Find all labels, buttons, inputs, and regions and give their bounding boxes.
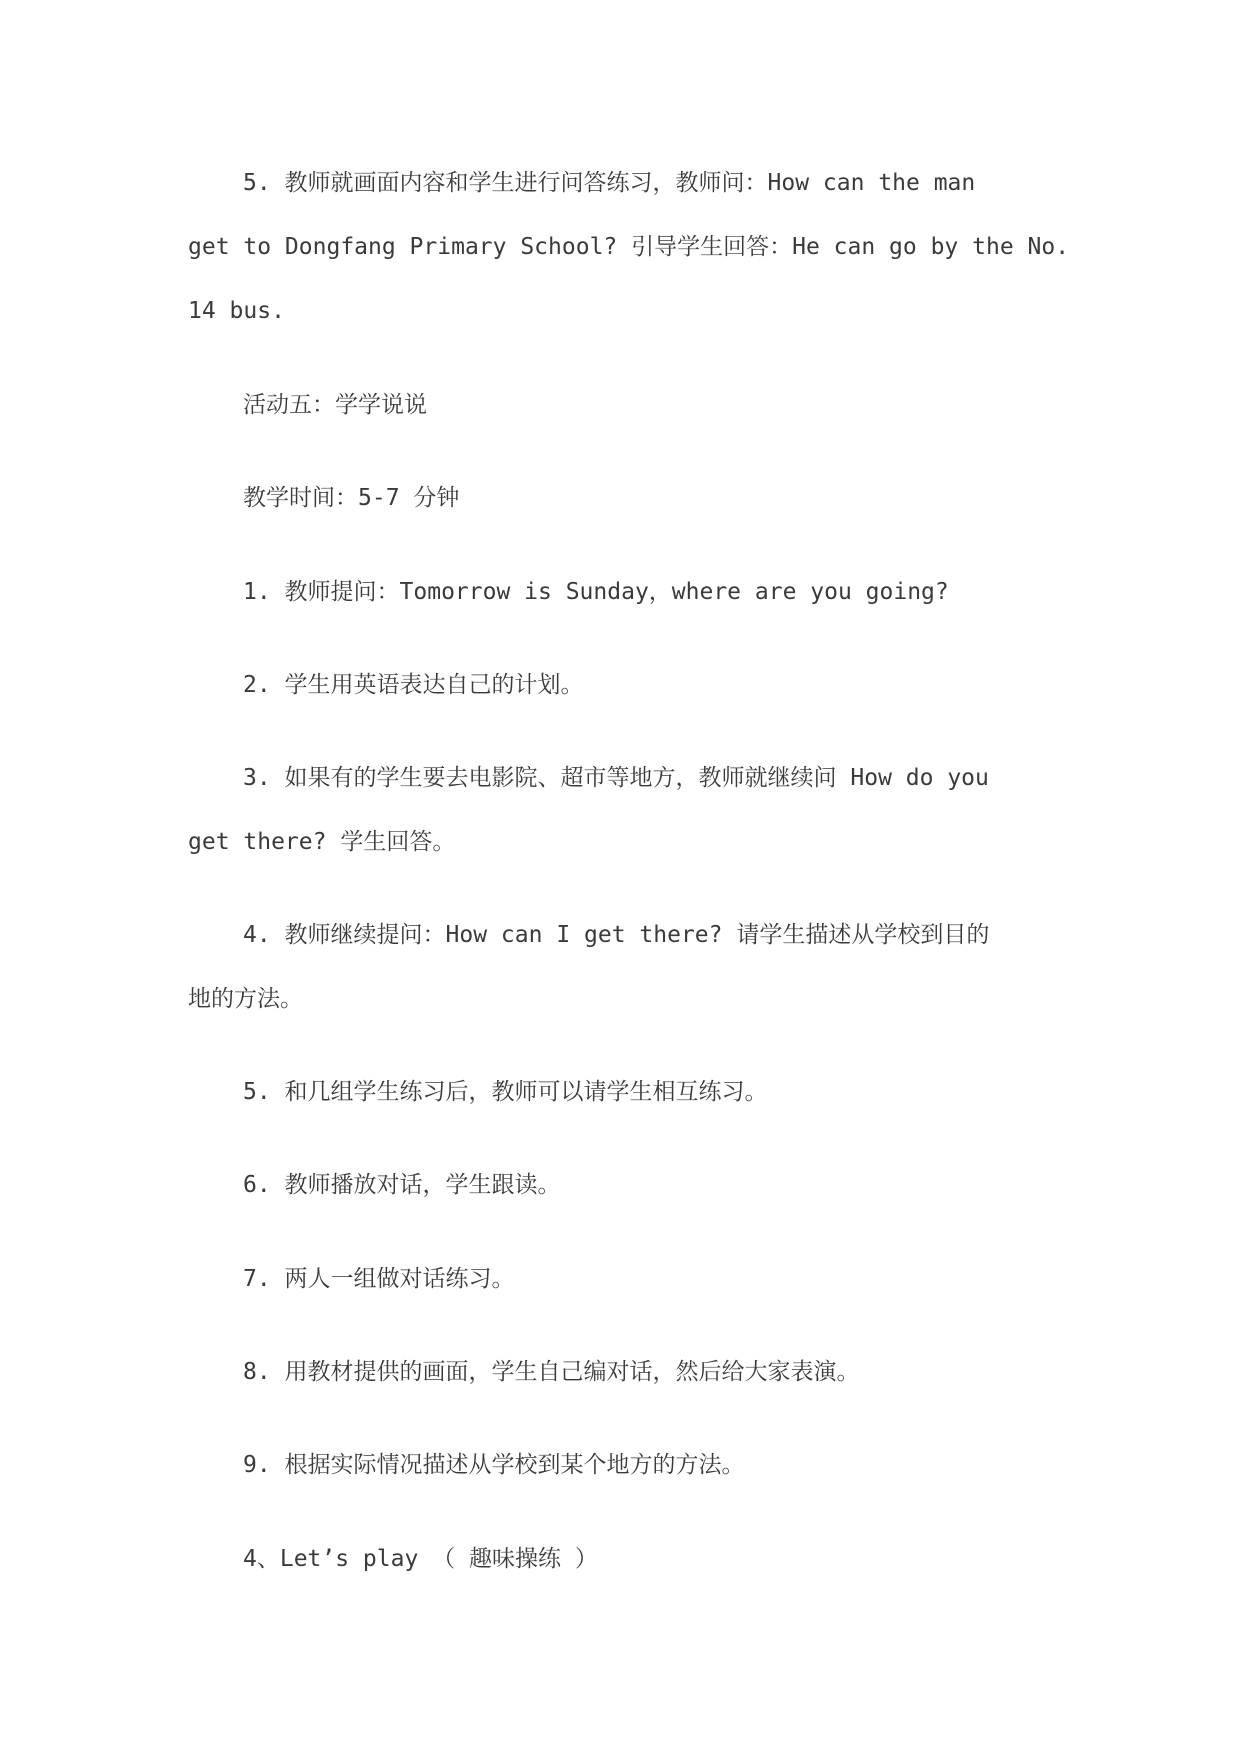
text-line: 地的方法。 bbox=[188, 986, 303, 1012]
text-line: 9. 根据实际情况描述从学校到某个地方的方法。 bbox=[243, 1452, 745, 1478]
step-4 bbox=[188, 903, 1078, 1031]
text-line: 5. 教师就画面内容和学生进行问答练习，教师问：How can the man bbox=[243, 170, 976, 196]
text-line: 7. 两人一组做对话练习。 bbox=[243, 1266, 515, 1292]
step-6 bbox=[188, 1153, 1078, 1217]
step-2 bbox=[188, 653, 1078, 717]
text-line: 14 bus. bbox=[188, 298, 285, 324]
paragraph-qa-practice bbox=[188, 151, 1078, 343]
activity-five-heading bbox=[188, 373, 1078, 437]
step-1 bbox=[188, 560, 1078, 624]
step-7 bbox=[188, 1247, 1078, 1311]
text-line: get there? 学生回答。 bbox=[188, 829, 456, 855]
step-3 bbox=[188, 746, 1078, 874]
text-line: get to Dongfang Primary School? 引导学生回答：He can go by the No. bbox=[188, 234, 1070, 260]
step-5 bbox=[188, 1060, 1078, 1124]
text-line: 8. 用教材提供的画面，学生自己编对话，然后给大家表演。 bbox=[243, 1359, 860, 1385]
text-line: 4、Let’s play （ 趣味操练 ） bbox=[243, 1546, 598, 1572]
text-line: 1. 教师提问：Tomorrow is Sunday，where are you going? bbox=[243, 579, 949, 605]
text-line: 6. 教师播放对话，学生跟读。 bbox=[243, 1172, 561, 1198]
text-line: 2. 学生用英语表达自己的计划。 bbox=[243, 672, 584, 698]
text-line: 教学时间：5-7 分钟 bbox=[243, 485, 460, 511]
text-line: 5. 和几组学生练习后，教师可以请学生相互练习。 bbox=[243, 1079, 768, 1105]
teaching-time bbox=[188, 466, 1078, 530]
text-line: 3. 如果有的学生要去电影院、超市等地方，教师就继续问 How do you bbox=[243, 765, 989, 791]
text-line: 活动五：学学说说 bbox=[243, 392, 427, 418]
step-9 bbox=[188, 1433, 1078, 1497]
step-8 bbox=[188, 1340, 1078, 1404]
text-line: 4. 教师继续提问：How can I get there? 请学生描述从学校到目的 bbox=[243, 922, 990, 948]
lets-play-heading bbox=[188, 1527, 1078, 1591]
